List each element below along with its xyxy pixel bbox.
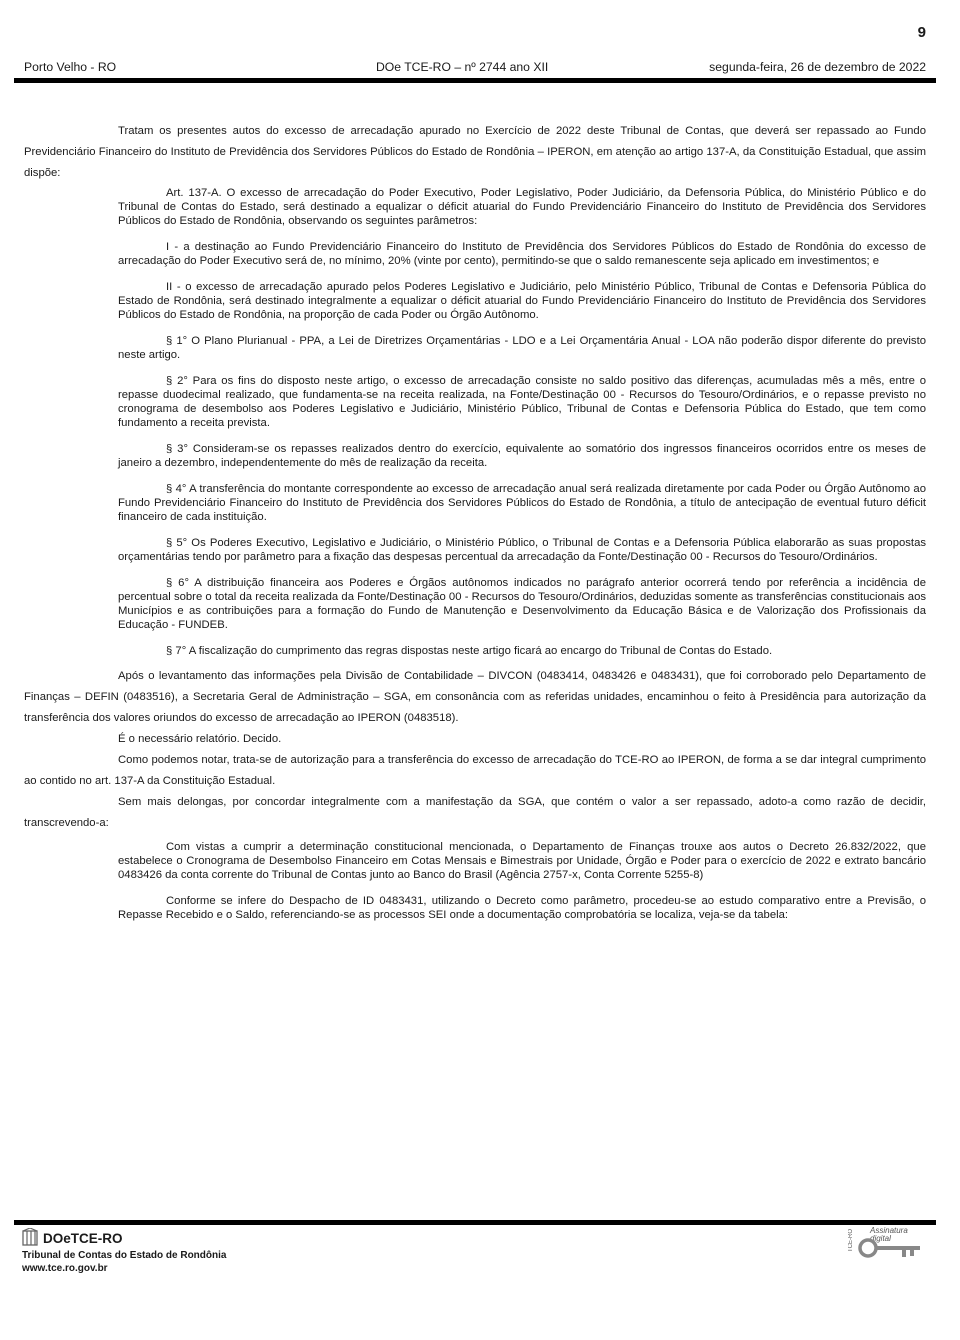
header-date: segunda-feira, 26 de dezembro de 2022 [709, 60, 926, 74]
footer-rule [14, 1220, 936, 1225]
paragraph-intro: Tratam os presentes autos do excesso de arrecadação apurado no Exercício de 2022 deste Tribunal de Contas, que deverá ser repassado ao Fundo Previdenciário Financeiro do Instituto de Previdência dos Servidores Públicos do Estado de Rondônia – IPERON, em atenção ao artigo 137-A, da Constituição Estadual, que assim dispõe: [24, 125, 926, 179]
header-city: Porto Velho - RO [24, 60, 117, 74]
footer-website[interactable]: www.tce.ro.gov.br [22, 1263, 108, 1274]
footer-institution: Tribunal de Contas do Estado de Rondônia [22, 1250, 227, 1261]
page-footer [22, 1228, 226, 1275]
quote-paragraph-3: § 3° Consideram-se os repasses realizados dentro do exercício, equivalente ao somatório dos ingressos financeiros ocorridos entre os meses de janeiro a dezembro, independentemente do mês de realização da receita. [118, 443, 926, 469]
quote-sga-2: Conforme se infere do Despacho de ID 0483431, utilizando o Decreto como parâmetro, procedeu-se ao estudo comparativo entre a Previsão, o Repasse Recebido e o Saldo, referenciando-se as processos SEI onde a documentação comprobatória se localiza, veja-se da tabela: [118, 895, 926, 921]
quote-paragraph-2: § 2° Para os fins do disposto neste artigo, o excesso de arrecadação consiste no saldo positivo das diferenças, acumuladas mês a mês, entre o repasse duodecimal realizado, que fundamenta-se na receita realizada, na Fonte/Destinação 00 - Recursos do Tesouro/Ordinários, e o repasse previsto no cronograma de desembolso aos Poderes Legislativo e Judiciário, Ministério Público, Tribunal de Contas e Defensoria Pública do Estado, que tem como fundamento a receita prevista. [118, 375, 926, 429]
quote-article: Art. 137-A. O excesso de arrecadação do Poder Executivo, Poder Legislativo, Poder Judiciário, da Defensoria Pública, do Ministério Público e do Tribunal de Contas do Estado, será destinado a equalizar o déficit atuarial do Fundo Previdenciário Financeiro do Instituto de Previdência dos Servidores Públicos do Estado de Rondônia, observando os seguintes parâmetros: [118, 187, 926, 227]
header-edition: DOe TCE-RO – nº 2744 ano XII [376, 60, 549, 74]
quote-sga-1: Com vistas a cumprir a determinação constitucional mencionada, o Departamento de Finanças trouxe aos autos o Decreto 26.832/2022, que estabelece o Cronograma de Desembolso Financeiro em Cotas Mensais e Bimestrais por Unidade, Órgão e Poder para o exercício de 2022 e extrato bancário 0483426 da conta corrente do Tribunal de Contas junto ao Banco do Brasil (Agência 2757-x, Conta Corrente 5255-8) [118, 841, 926, 881]
quote-paragraph-4: § 4° A transferência do montante correspondente ao excesso de arrecadação anual será realizada diretamente por cada Poder ou Órgão Autônomo ao Fundo Previdenciário Financeiro do Instituto de Previdência dos Servidores Públicos do Estado de Rondônia, a título de antecipação de eventual futuro déficit financeiro de cada instituição. [118, 483, 926, 523]
paragraph-analysis: Como podemos notar, trata-se de autorização para a transferência do excesso de arrecadação do TCE-RO ao IPERON, de forma a se dar integral cumprimento ao contido no art. 137-A da Constituição Estadual. [24, 754, 926, 787]
institution-logo-icon [22, 1228, 40, 1249]
paragraph-decision: Sem mais delongas, por concordar integralmente com a manifestação da SGA, que contém o valor a ser repassado, adoto-a como razão de decidir, transcrevendo-a: [24, 796, 926, 829]
page-number: 9 [917, 24, 926, 41]
document-body [24, 121, 926, 922]
quote-paragraph-1: § 1° O Plano Plurianual - PPA, a Lei de Diretrizes Orçamentárias - LDO e a Lei Orçamentária Anual - LOA não poderão dispor diferente do previsto neste artigo. [118, 335, 926, 361]
certificate-side-label: TCE-RO [848, 1229, 854, 1252]
header-rule [14, 78, 936, 83]
certificate-label: Assinatura digital [870, 1226, 908, 1243]
quote-inciso-2: II - o excesso de arrecadação apurado pelos Poderes Legislativo e Judiciário, pelo Ministério Público, Tribunal de Contas e Defensoria Pública do Estado de Rondônia, será destinado integralmente a equalizar o déficit atuarial do Fundo Previdenciário Financeiro do Instituto de Previdência dos Servidores Públicos do Estado de Rondônia, na proporção de cada Poder ou Órgão Autônomo. [118, 281, 926, 321]
quote-paragraph-6: § 6° A distribuição financeira aos Poderes e Órgãos autônomos indicados no parágrafo anterior ocorrerá tendo por referência a incidência de percentual sobre o total da receita realizada da Fonte/Destinação 00 - Recursos do Tesouro/Ordinários, deduzidas somente as transferências constitucionais aos Municípios e as contribuições para a formação do Fundo de Manutenção e Desenvolvimento da Educação Básica e de Valorização dos Profissionais da Educação - FUNDEB. [118, 577, 926, 631]
footer-logo-text: DOeTCE-RO [43, 1231, 123, 1246]
paragraph-report: É o necessário relatório. Decido. [118, 733, 282, 745]
quote-paragraph-5: § 5° Os Poderes Executivo, Legislativo e Judiciário, o Ministério Público, o Tribunal de Contas e a Defensoria Pública elaborarão as suas propostas orçamentárias tendo por parâmetro para a fixação das despesas percentual da arrecadação da Fonte/Destinação 00 - Recursos do Tesouro/Ordinários. [118, 537, 926, 563]
page-header [24, 60, 926, 78]
quote-inciso-1: I - a destinação ao Fundo Previdenciário Financeiro do Instituto de Previdência dos Servidores Públicos do Estado de Rondônia do excesso de arrecadação do Poder Executivo será de, no mínimo, 20% (vinte por cento), permitindo-se que o saldo remanescente seja aplicado em investimentos; e [118, 241, 926, 267]
digital-signature-badge [848, 1227, 926, 1259]
quote-paragraph-7: § 7° A fiscalização do cumprimento das regras dispostas neste artigo ficará ao encargo do Tribunal de Contas do Estado. [166, 645, 773, 657]
paragraph-survey: Após o levantamento das informações pela Divisão de Contabilidade – DIVCON (0483414, 0483426 e 0483431), que foi corroborado pelo Departamento de Finanças – DEFIN (0483516), a Secretaria Geral de Administração – SGA, em consonância com as referidas unidades, encaminhou o feito à Presidência para autorização da transferência dos valores oriundos do excesso de arrecadação ao IPERON (0483518). [24, 670, 926, 724]
key-icon [858, 1237, 924, 1264]
